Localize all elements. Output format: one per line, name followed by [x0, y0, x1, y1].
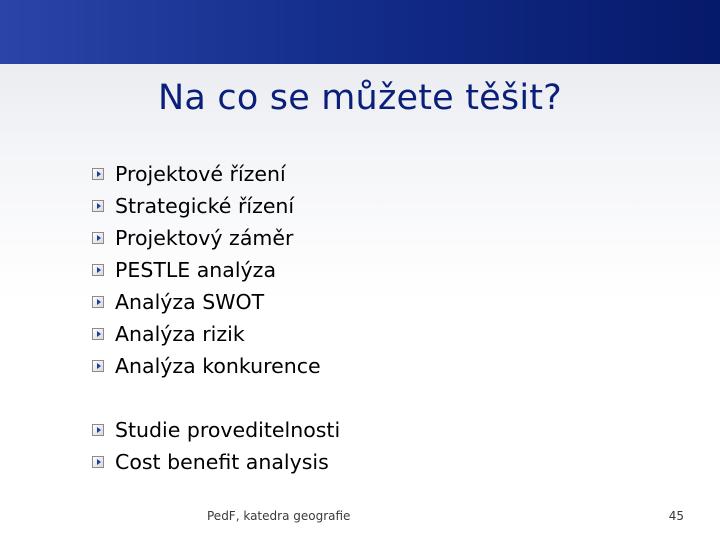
bullet-arrow-icon — [92, 328, 104, 340]
bullet-arrow-icon — [92, 456, 104, 468]
list-item-label: Analýza SWOT — [115, 290, 265, 314]
list-item — [92, 286, 340, 318]
header-bar — [0, 0, 720, 64]
list-item — [92, 158, 340, 190]
bullet-arrow-icon — [92, 168, 104, 180]
list-item-label: Cost benefit analysis — [115, 450, 329, 474]
list-item-label: Studie proveditelnosti — [115, 418, 341, 442]
bullet-arrow-icon — [92, 424, 104, 436]
list-item-label: Projektové řízení — [115, 162, 286, 186]
slide-title: Na co se můžete těšit? — [158, 78, 562, 118]
list-item-label: Strategické řízení — [115, 194, 295, 218]
bullet-arrow-icon — [92, 264, 104, 276]
list-item — [92, 190, 340, 222]
bullet-arrow-icon — [92, 296, 104, 308]
list-item — [92, 350, 340, 382]
footer-text: PedF, katedra geografie — [207, 509, 351, 523]
bullet-list — [92, 158, 340, 478]
list-item — [92, 446, 340, 478]
list-item — [92, 318, 340, 350]
list-item-label: PESTLE analýza — [115, 258, 277, 282]
list-item-label: Analýza rizik — [115, 322, 245, 346]
list-item — [92, 222, 340, 254]
list-item-label: Projektový záměr — [115, 226, 294, 250]
list-item — [92, 254, 340, 286]
page-number: 45 — [668, 509, 684, 523]
bullet-arrow-icon — [92, 200, 104, 212]
list-item — [92, 414, 340, 446]
bullet-arrow-icon — [92, 232, 104, 244]
bullet-arrow-icon — [92, 360, 104, 372]
list-item-label: Analýza konkurence — [115, 354, 321, 378]
